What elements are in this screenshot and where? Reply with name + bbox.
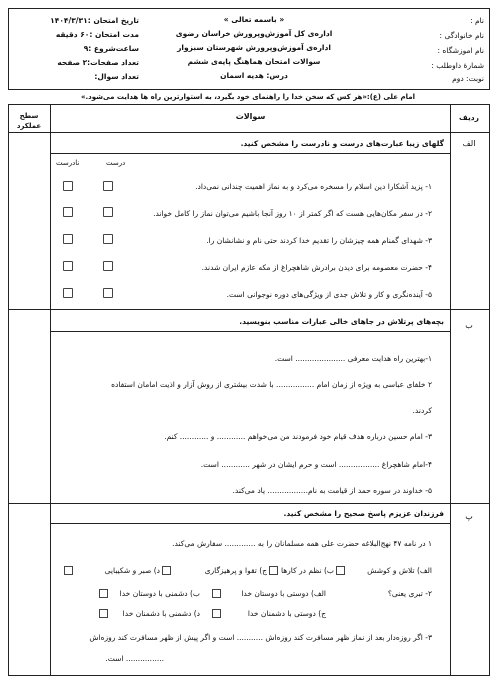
section-p-title: فرزندان عزیزم پاسخ صحیح را مشخص کنید.: [283, 509, 444, 518]
fill-item-4: ۴-امام شاهچراغ ................. است و حرم ایشان در شهر ............ است.: [200, 460, 432, 469]
mc-q1-option-c-checkbox[interactable]: [162, 566, 171, 575]
mc-q2-option-c: ج) دوستی با دشمنان خدا: [247, 609, 326, 618]
fill-item-3: ۳- امام حسین درباره هدف قیام خود فرمودند من می‌خواهم ............ و ............ کنم.: [164, 432, 432, 441]
school-label: نام اموزشگاه :: [437, 46, 484, 55]
quote: امام علی (ع):«هر کس که سخن خدا را راهنمای خود بگیرد، به استوارترین راه ها هدایت می‌شود.»: [81, 93, 415, 101]
name-label: نام :: [470, 16, 484, 25]
radif-header: ردیف: [459, 113, 479, 122]
turn-label: نوبت: دوم: [452, 74, 484, 83]
tf-1-false-checkbox[interactable]: [63, 181, 73, 191]
section-a-title: گلهای زیبا عبارت‌های درست و نادرست را مشخص کنید.: [240, 139, 444, 148]
org-line-1: اداره‌ی کل آموزش‌وپرورش خراسان رضوی: [175, 29, 333, 38]
tf-3-false-checkbox[interactable]: [63, 234, 73, 244]
col-line-score: [50, 104, 51, 675]
mc-q2-option-d: د) دشمنی با دشمنان خدا: [122, 609, 200, 618]
mc-q2-option-b: ب) دشمنی با دوستان خدا: [119, 589, 200, 598]
tf-item-4: ۴- حضرت معصومه برای دیدن برادرش شاهچراغ از مکه عازم ایران شدند.: [201, 263, 432, 272]
col-line-radif: [450, 104, 451, 675]
exam-date: تاریخ امتحان :۱۴۰۴/۳/۳۱: [50, 16, 139, 25]
mc-q2-option-c-checkbox[interactable]: [212, 609, 221, 618]
family-label: نام خانوادگی :: [439, 31, 484, 40]
mc-q3-end: ................ است.: [105, 654, 164, 663]
section-a-title-line: [50, 153, 450, 154]
fill-item-2: ۲ خلفای عباسی به ویژه از زمان امام ................ با شدت بیشتری از روش آزار و اذیت امامان استفاده: [111, 380, 432, 389]
seat-label: شمارهٔ داوطلب :: [431, 61, 484, 70]
mc-q1-option-d-checkbox[interactable]: [64, 566, 73, 575]
mc-q2-option-b-checkbox[interactable]: [99, 589, 108, 598]
mc-q1: ۱ در نامه ۴۷ نهج‌البلاغه حضرت علی همه مسلمانان را به ............. سفارش می‌کند.: [172, 539, 432, 548]
tf-5-false-checkbox[interactable]: [63, 288, 73, 298]
section-a-letter: الف: [462, 139, 476, 148]
section-b-letter: ب: [465, 321, 473, 330]
fill-item-1: ۱-بهترین راه هدایت معرفی ..................... است.: [274, 354, 432, 363]
mc-q1-option-a-checkbox[interactable]: [336, 566, 345, 575]
tf-2-true-checkbox[interactable]: [103, 207, 113, 217]
bismillah: « باسمه تعالی »: [223, 15, 285, 24]
section-b-title-line: [50, 331, 450, 332]
tf-2-false-checkbox[interactable]: [63, 207, 73, 217]
mc-q2: ۲- تبری یعنی؟: [387, 589, 432, 598]
section-p-title-line: [50, 523, 450, 524]
questions-header: سوالات: [235, 112, 266, 121]
mc-q1-option-a: الف) تلاش و کوشش: [367, 566, 432, 575]
fill-item-5: ۵- خداوند در سوره حمد از قیامت به نام................. یاد می‌کند.: [232, 486, 432, 495]
section-b-title: بچه‌های پرتلاش در جاهای خالی عبارات مناسب بنویسید.: [239, 317, 444, 326]
section-b-bottom-line: [8, 503, 489, 504]
tf-4-true-checkbox[interactable]: [103, 261, 113, 271]
exam-duration: مدت امتحان :۶۰ دقیقه: [55, 30, 139, 39]
exam-pages: تعداد صفحات:۲ صفحه: [57, 58, 139, 67]
org-line-2: اداره‌ی آموزش‌وپرورش شهرستان سبزوار: [177, 43, 331, 52]
fill-item-2-cont: کردند.: [412, 406, 432, 415]
mc-q1-option-c: ج) تقوا و پرهیزگاری: [204, 566, 267, 575]
mc-q2-option-d-checkbox[interactable]: [99, 609, 108, 618]
section-p-letter: پ: [465, 512, 473, 521]
subject-label: درس: هدیه اسمان: [220, 71, 288, 80]
tf-item-1: ۱- پزید آشکارا دین اسلام را مسخره می‌کرد و به نماز اهمیت چندانی نمی‌داد.: [195, 182, 432, 191]
header-row-line: [8, 132, 489, 133]
mc-q3: ۳- اگر روزه‌دار بعد از نماز ظهر مسافرت کند روزه‌اش ........... است و اگر پیش از ظهر مسافرت کند روزه‌اش: [89, 633, 432, 642]
tf-3-true-checkbox[interactable]: [103, 234, 113, 244]
section-a-bottom-line: [8, 309, 489, 310]
tf-5-true-checkbox[interactable]: [103, 288, 113, 298]
tf-1-true-checkbox[interactable]: [103, 181, 113, 191]
mc-q2-option-a-checkbox[interactable]: [212, 589, 221, 598]
question-count: تعداد سوال:: [94, 72, 139, 81]
exam-title: سوالات امتحان هماهنگ پایه‌ی ششم: [187, 57, 321, 66]
col-true-label: درست: [106, 159, 126, 167]
score-header: سطح عملکرد: [16, 112, 42, 130]
mc-q2-option-a: الف) دوستی با دوستان خدا: [241, 589, 326, 598]
mc-q1-option-d: د) صبر و شکیبایی: [104, 566, 160, 575]
col-false-label: نادرست: [56, 159, 80, 167]
tf-4-false-checkbox[interactable]: [63, 261, 73, 271]
exam-start: ساعت‌شروع :۹: [83, 44, 139, 53]
tf-item-2: ۲- در سفر مکان‌هایی هست که اگر کمتر از ۱۰ روز آنجا باشیم می‌توان نماز را کامل خواند.: [153, 209, 432, 218]
mc-q1-option-b-checkbox[interactable]: [269, 566, 278, 575]
tf-item-3: ۳- شهدای گمنام همه چیزشان را تقدیم خدا کردند حتی نام و نشانشان را.: [206, 236, 432, 245]
tf-item-5: ۵- آینده‌نگری و کار و تلاش جدی از ویژگی‌های دوره نوجوانی است.: [226, 290, 432, 299]
mc-q1-option-b: ب) نظم در کارها: [280, 566, 334, 575]
